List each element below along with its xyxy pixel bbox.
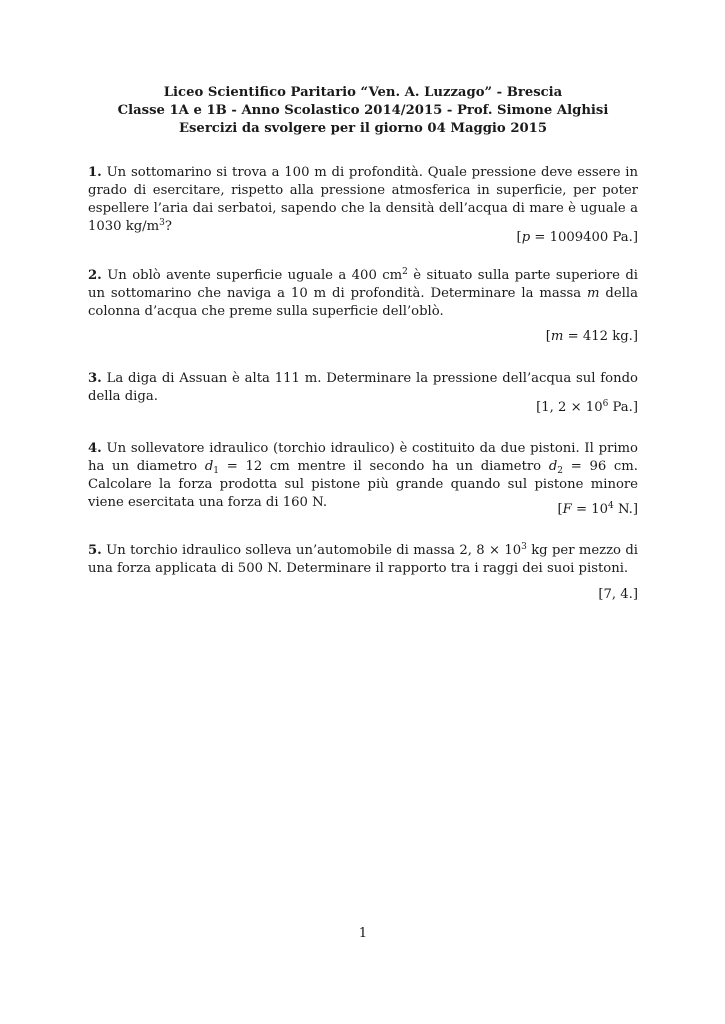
answer-variable: F xyxy=(562,502,572,517)
exercise-text: = 12 cm mentre il secondo ha un diametro xyxy=(219,459,549,474)
answer-variable: m xyxy=(550,329,564,344)
answer-value: = 1009400 Pa.] xyxy=(530,230,638,245)
answer-exponent: 4 xyxy=(608,501,614,511)
exercise-3-answer xyxy=(536,399,638,417)
answer-exponent: 6 xyxy=(602,399,609,409)
answer-unit: N.] xyxy=(613,502,638,517)
answer-value: = 412 kg.] xyxy=(563,329,638,344)
exercise-text: Un sollevatore idraulico (torchio idraulico) è costituito da due pistoni. Il primo ha un diametro xyxy=(88,441,638,474)
exercise-1-answer: [p = 1009400 Pa.] xyxy=(516,230,638,245)
exponent: 2 xyxy=(402,267,408,277)
variable-m: m xyxy=(587,286,600,301)
exercise-5 xyxy=(88,542,638,578)
exercise-number: 4. xyxy=(88,441,102,456)
exercise-2 xyxy=(88,267,638,321)
exercise-5-answer: [7, 4.] xyxy=(598,587,638,602)
exercise-text-end: ? xyxy=(164,219,172,234)
header-assignment-date: Esercizi da svolgere per il giorno 04 Maggio 2015 xyxy=(178,121,548,136)
header-class-year: Classe 1A e 1B - Anno Scolastico 2014/2015 - Prof. Simone Alghisi xyxy=(117,103,609,118)
exponent: 3 xyxy=(159,218,165,228)
exercise-number: 1. xyxy=(88,165,102,180)
exercise-text: Un sottomarino si trova a 100 m di profondità. Quale pressione deve essere in grado di esercitare, rispetto alla pressione atmosferica in superficie, per poter espellere l’aria dai serbatoi, sapendo che la densità dell’acqua di mare è uguale a 1030 kg/m xyxy=(88,165,638,234)
exercise-1 xyxy=(88,164,638,236)
variable-d1: d xyxy=(204,459,214,474)
exponent: 3 xyxy=(521,542,527,552)
subscript: 1 xyxy=(213,466,219,476)
header-school: Liceo Scientifico Paritario “Ven. A. Luzzago” - Brescia xyxy=(163,85,563,100)
document-header xyxy=(88,84,638,138)
exercise-text: Un torchio idraulico solleva un’automobile di massa 2, 8 × 10 xyxy=(106,543,522,558)
exercise-text-end: = 96 cm. Calcolare la forza prodotta sul pistone più grande quando sul pistone minore viene esercitata una forza di 160 N. xyxy=(88,459,638,510)
answer-variable: p xyxy=(521,230,531,245)
exercise-text-end: della colonna d’acqua che preme sulla superficie dell’oblò. xyxy=(88,286,638,319)
exercise-number: 5. xyxy=(88,543,102,558)
exercise-text: La diga di Assuan è alta 111 m. Determinare la pressione dell’acqua sul fondo della diga. xyxy=(88,371,638,404)
document-page xyxy=(88,0,638,1024)
answer-value: [1, 2 × 10 xyxy=(536,400,603,415)
exercise-4-answer: [$F = 10^4$ N.] xyxy=(557,501,638,517)
exercise-2-answer: [m = 412 kg.] xyxy=(545,329,638,344)
exercise-number: 3. xyxy=(88,371,102,386)
subscript: 2 xyxy=(557,466,563,476)
page-number: 1 xyxy=(358,926,368,941)
exercise-4 xyxy=(88,440,638,512)
exercise-text: è situato sulla parte superiore di un sottomarino che naviga a 10 m di profondità. Determinare la massa xyxy=(88,268,638,301)
answer-value: = 10 xyxy=(571,502,609,517)
variable-d2: d xyxy=(548,459,558,474)
answer-unit: Pa.] xyxy=(608,400,638,415)
exercise-text: Un oblò avente superficie uguale a 400 cm xyxy=(107,268,403,283)
exercise-number: 2. xyxy=(88,268,102,283)
exercise-text-end: kg per mezzo di una forza applicata di 500 N. Determinare il rapporto tra i raggi dei suoi pistoni. xyxy=(88,543,638,576)
